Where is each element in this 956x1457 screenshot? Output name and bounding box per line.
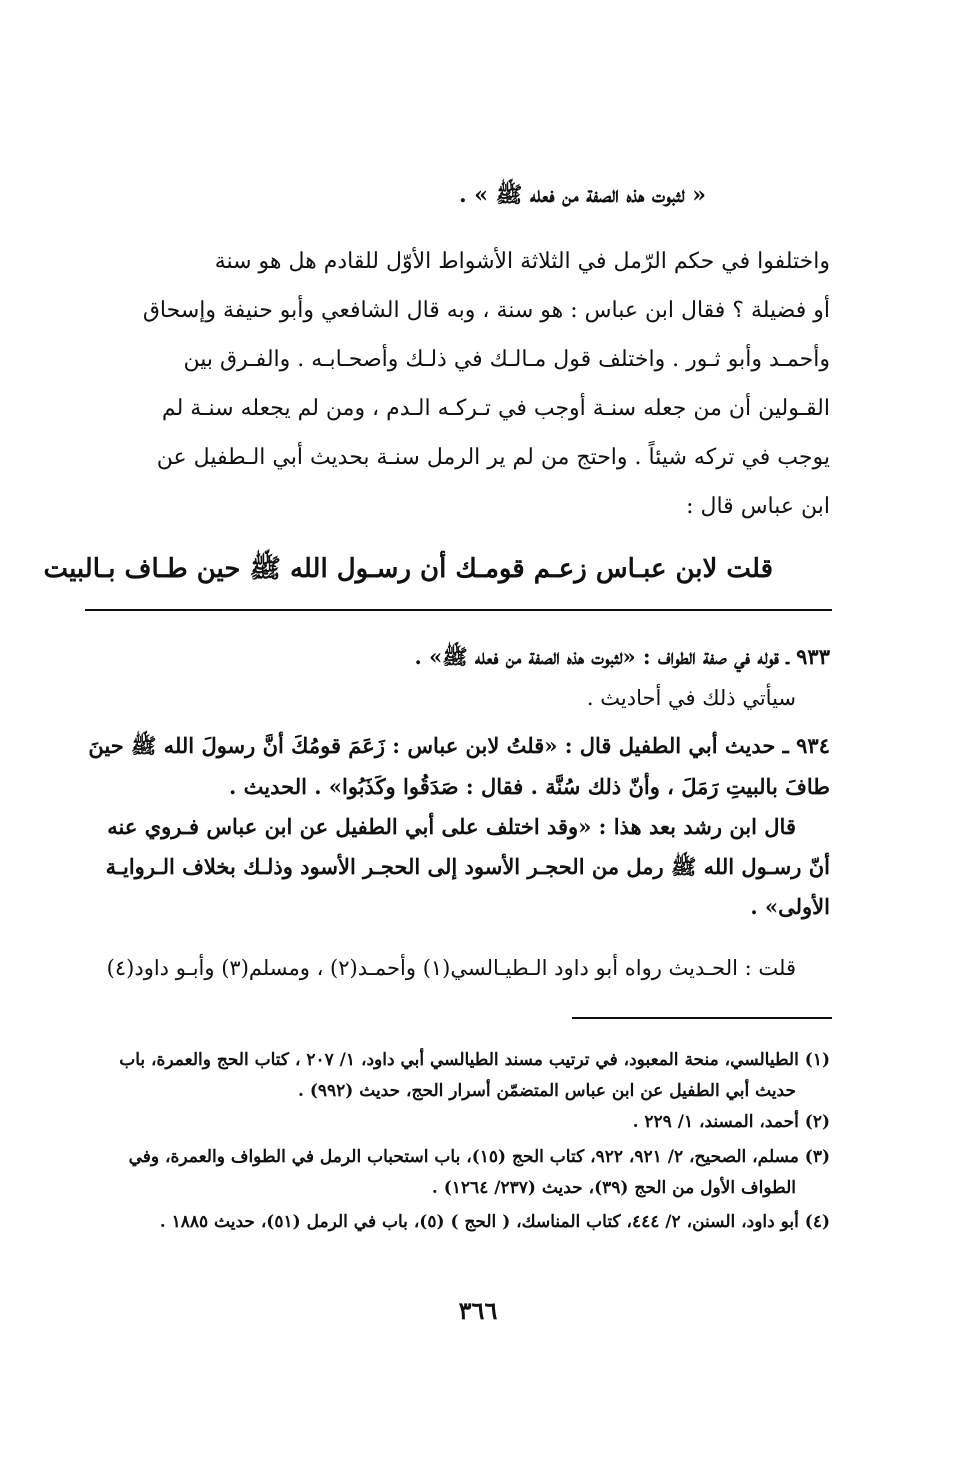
ibn-rushd-quote-line: قال ابن رشد بعد هذا : «وقد اختلف على أبي الطفيل عن ابن عباس فـروي عنه (107, 814, 796, 839)
note-933-heading: ٩٣٣ ـ قوله في صفة الطواف : «لثبوت هذه الصفة من فعله ﷺ» . (414, 644, 830, 669)
section-divider (85, 609, 832, 611)
main-paragraph-line: ابن عباس قال : (686, 494, 830, 519)
main-paragraph-line: واختلفوا في حكم الرّمل في الثلاثة الأشواط الأوّل للقادم هل هو سنة (214, 249, 830, 274)
note-comment: قلت : الحـديث رواه أبو داود الـطيـالسي(١) وأحمـد(٢) ، ومسلم(٣) وأبـو داود(٤) (106, 956, 796, 980)
quoted-hadith: قلت لابن عبـاس زعـم قومـك أن رسـول الله ﷺ حين طـاف بـالبيت (43, 554, 773, 584)
footnote: (١) الطيالسي، منحة المعبود، في ترتيب مسند الطيالسي أبي داود، ١/ ٢٠٧ ، كتاب الحج والعمرة، باب (119, 1050, 830, 1070)
footnote: (٤) أبو داود، السنن، ٢/ ٤٤٤، كتاب المناسك، ( الحج ) (٥)، باب في الرمل (٥١)، حديث ١٨٨٥ . (159, 1212, 830, 1232)
note-934-line: ٩٣٤ ـ حديث أبي الطفيل قال : «قلتُ لابن عباس : زَعَمَ قومُكَ أنَّ رسولَ الله ﷺ حينَ (88, 733, 830, 758)
main-paragraph-line: يوجب في تركه شيئاً . واحتج من لم ير الرمل سنـة بحديث أبي الـطفيل عن (156, 445, 830, 470)
ibn-rushd-quote-line: الأولى» . (750, 894, 830, 919)
footnote-divider (572, 1017, 832, 1019)
footnote: (٢) أحمد، المسند، ١/ ٢٢٩ . (632, 1112, 830, 1132)
footnote: (٣) مسلم، الصحيح، ٢/ ٩٢١، ٩٢٢، كتاب الحج (١٥)، باب استحباب الرمل في الطواف والعمرة، وفي (128, 1147, 830, 1167)
main-paragraph-line: وأحمـد وأبو ثـور . واختلف قول مـالـك في ذلـك وأصحـابـه . والفـرق بين (183, 347, 830, 372)
page-number: ٣٦٦ (458, 1296, 498, 1325)
main-paragraph-line: أو فضيلة ؟ فقال ابن عباس : هو سنة ، وبه قال الشافعي وأبو حنيفة وإسحاق (142, 298, 830, 323)
ibn-rushd-quote-line: أنّ رسـول الله ﷺ رمل من الحجـر الأسود إلى الحجـر الأسود وذلـك بخلاف الـروايـة (105, 854, 830, 879)
main-paragraph-line: القـولين أن من جعله سنـة أوجب في تـركـه الـدم ، ومن لم يجعله سنـة لم (161, 396, 830, 421)
top-line: « لثبوت هذه الصفة من فعله ﷺ » . (458, 182, 706, 208)
footnote-continuation: حديث أبي الطفيل عن ابن عباس المتضمّن أسرار الحج، حديث (٩٩٢) . (298, 1081, 796, 1101)
note-934-line: طافَ بالبيتِ رَمَلَ ، وأنّ ذلك سُنَّة . فقال : صَدَقُوا وكَذَبُوا» . الحديث . (229, 774, 830, 799)
note-933-body: سيأتي ذلك في أحاديث . (586, 686, 796, 710)
footnote-continuation: الطواف الأول من الحج (٣٩)، حديث (٢٣٧/ ١٢٦٤) . (431, 1178, 796, 1198)
